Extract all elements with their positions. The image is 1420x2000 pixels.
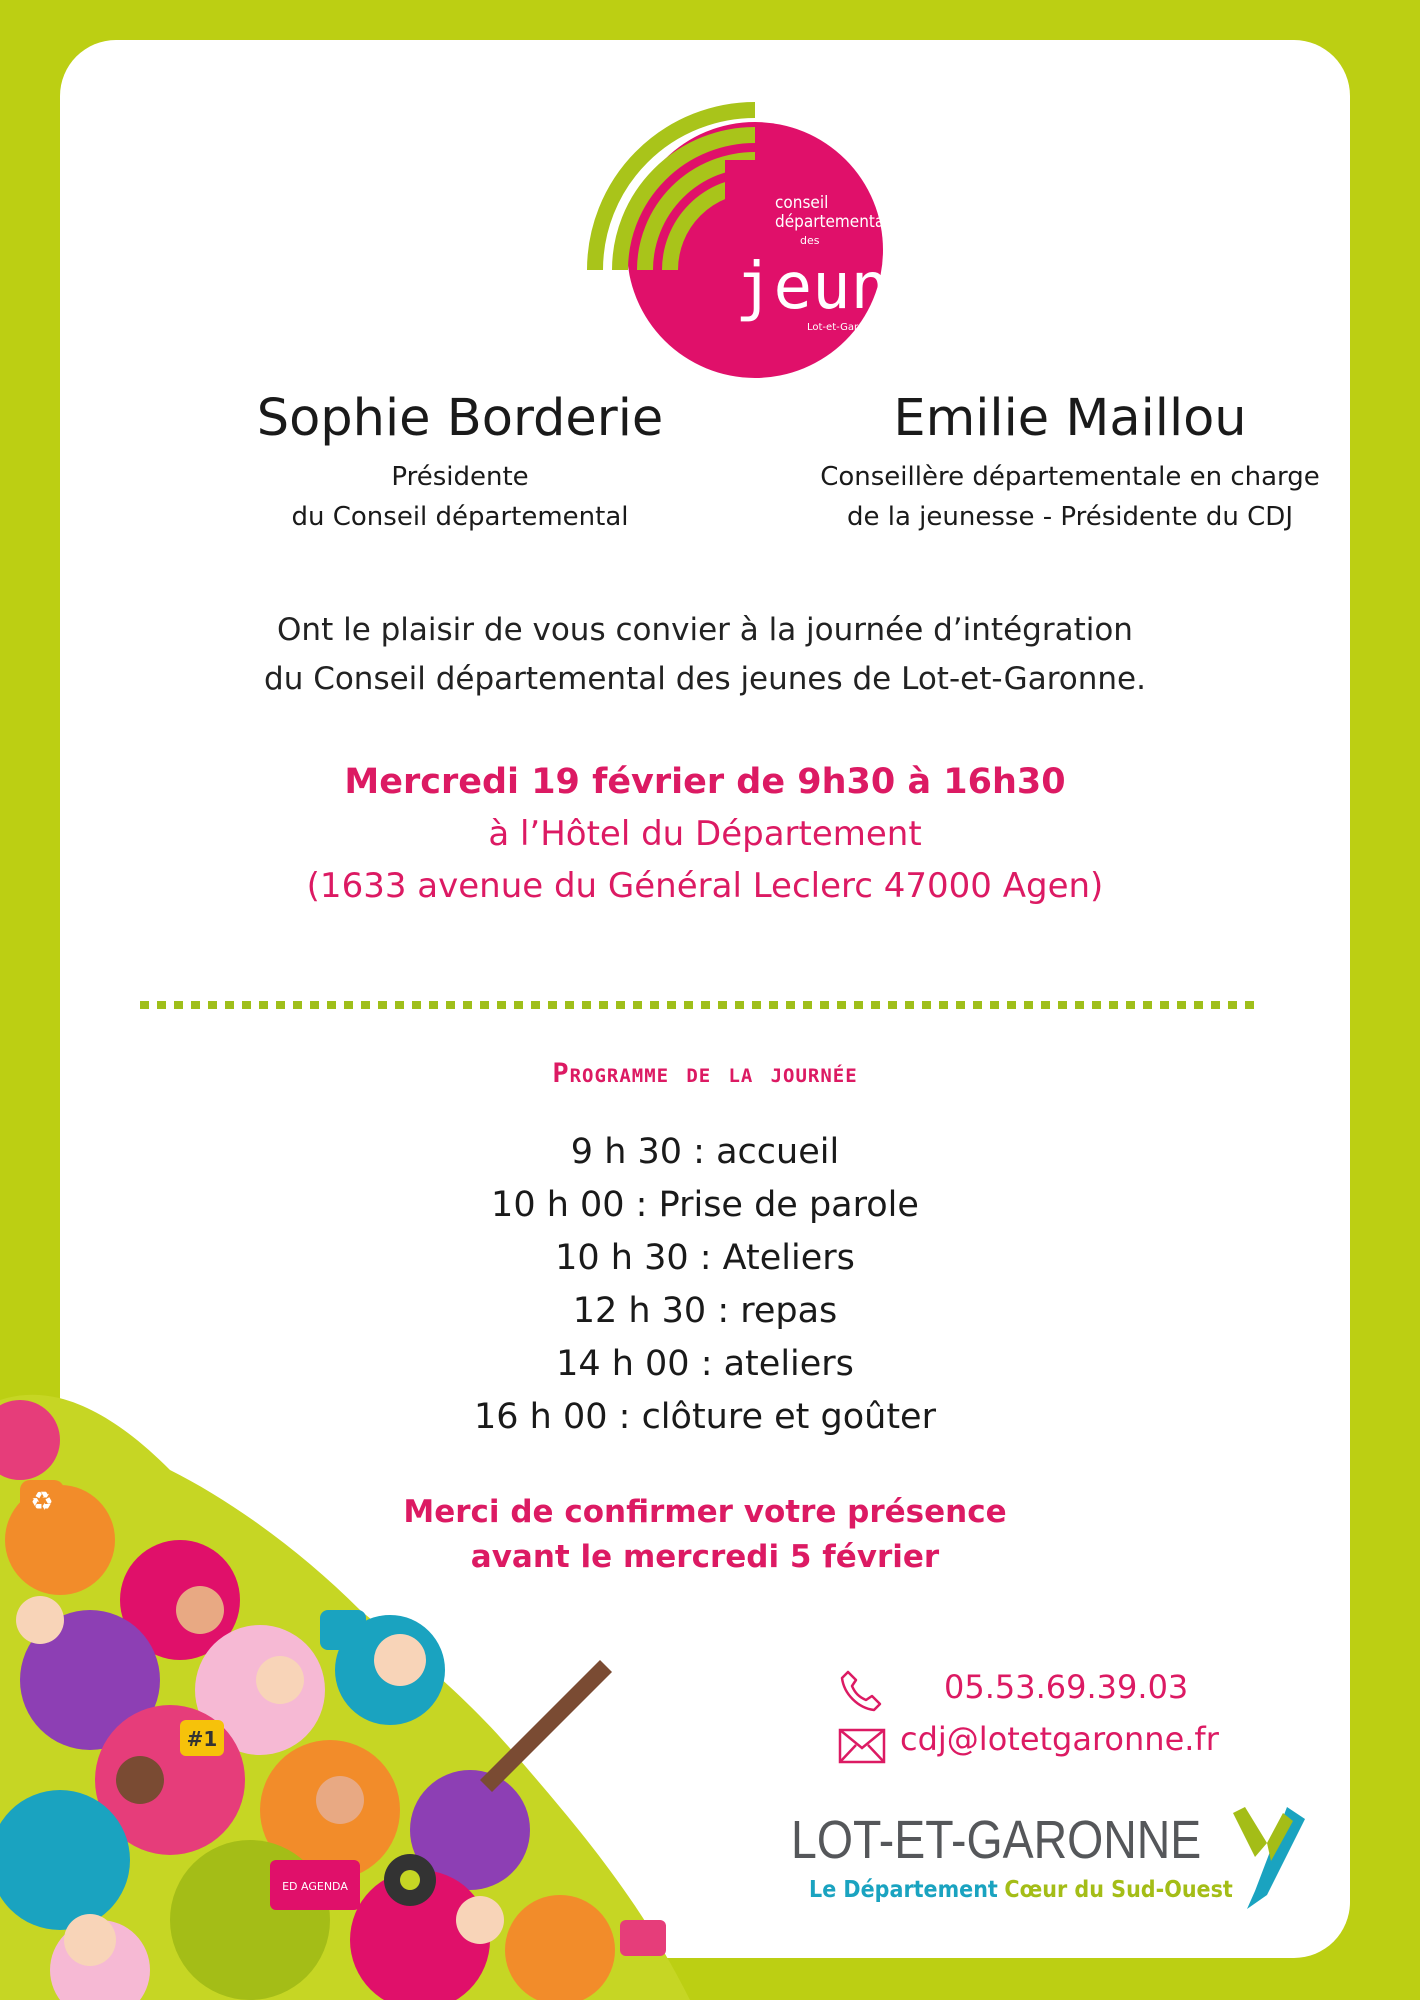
rsvp-line1: Merci de confirmer votre présence xyxy=(403,1494,1007,1530)
event-date: Mercredi 19 février de 9h30 à 16h30 xyxy=(344,762,1066,802)
host-right-role-line2: de la jeunesse - Présidente du CDJ xyxy=(847,502,1293,533)
logo-line2: départemental xyxy=(775,212,889,232)
illustration-badge: #1 xyxy=(186,1727,218,1751)
department-name: LOT-ET-GARONNE xyxy=(791,1810,1202,1870)
dotted-divider xyxy=(140,1001,1260,1009)
department-logo xyxy=(785,1805,1315,1915)
email-address[interactable]: cdj@lotetgaronne.fr xyxy=(900,1720,1219,1758)
host-right-role xyxy=(720,457,1420,537)
rsvp-line2: avant le mercredi 5 février xyxy=(470,1539,940,1575)
host-left-role-line1: Présidente xyxy=(391,462,529,493)
youth-illustration xyxy=(0,1360,700,2000)
host-left-role-line2: du Conseil départemental xyxy=(291,502,629,533)
department-tagline-a: Le Département xyxy=(809,1877,998,1903)
host-left xyxy=(110,388,810,537)
intro-line2: du Conseil départemental des jeunes de Lot-et-Garonne. xyxy=(264,661,1146,697)
phone-icon xyxy=(838,1668,884,1714)
logo-place: Lot-et-Garonne xyxy=(807,322,883,333)
invitation-intro xyxy=(60,606,1350,704)
illustration-agenda: ED AGENDA xyxy=(282,1880,348,1893)
logo-line3: des xyxy=(800,234,820,247)
department-y-icon xyxy=(1227,1805,1307,1915)
intro-line1: Ont le plaisir de vous convier à la journée d’intégration xyxy=(277,612,1133,648)
program-item: 14 h 00 : ateliers xyxy=(556,1344,854,1384)
phone-number[interactable]: 05.53.69.39.03 xyxy=(944,1668,1189,1706)
program-item: 9 h 30 : accueil xyxy=(570,1132,840,1172)
program-item: 10 h 00 : Prise de parole xyxy=(491,1185,919,1225)
program-item: 16 h 00 : clôture et goûter xyxy=(474,1397,936,1437)
host-right-name: Emilie Maillou xyxy=(893,389,1247,448)
program-item: 10 h 30 : Ateliers xyxy=(555,1238,855,1278)
logo-word: jeunes xyxy=(735,250,967,324)
host-left-name: Sophie Borderie xyxy=(256,389,664,448)
logo-line1: conseil xyxy=(775,193,829,213)
cdj-logo xyxy=(575,90,967,390)
program-item: 12 h 30 : repas xyxy=(572,1291,838,1331)
event-venue: à l’Hôtel du Département xyxy=(488,814,922,854)
svg-text:♻: ♻ xyxy=(30,1487,54,1517)
cdj-logo-graphic xyxy=(575,90,967,390)
host-right-role-line1: Conseillère départementale en charge xyxy=(820,462,1320,493)
department-tagline-b: Cœur du Sud-Ouest xyxy=(1004,1877,1233,1903)
event-details xyxy=(60,756,1350,912)
program-title: Programme de la journée xyxy=(552,1058,858,1089)
host-right xyxy=(720,388,1420,537)
host-left-role xyxy=(110,457,810,537)
event-address: (1633 avenue du Général Leclerc 47000 Agen) xyxy=(306,866,1104,906)
mail-icon xyxy=(838,1728,886,1764)
department-tagline xyxy=(809,1877,1233,1903)
